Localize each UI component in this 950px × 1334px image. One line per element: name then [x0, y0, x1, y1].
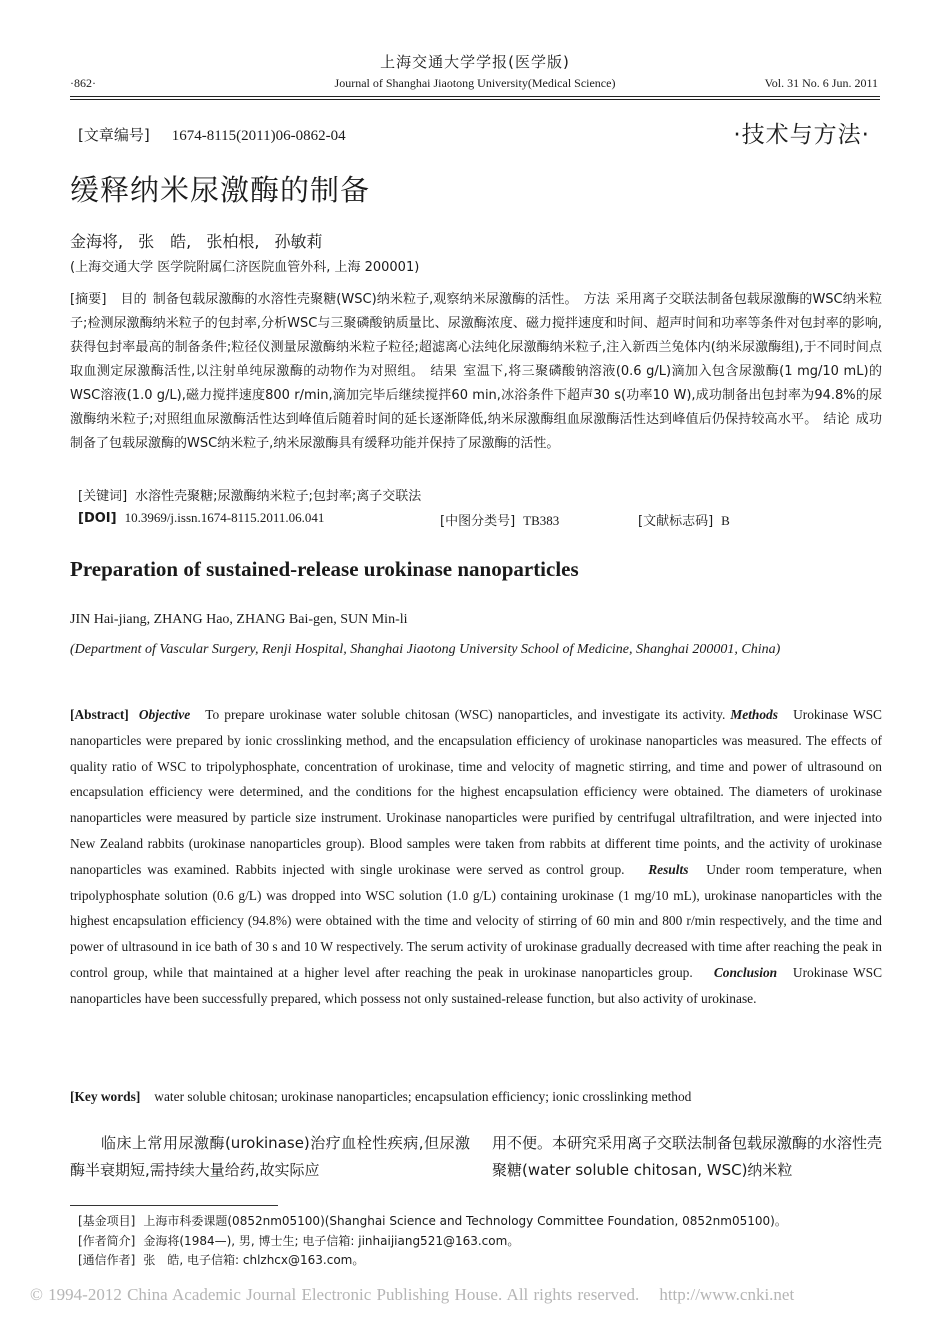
abstract-en-objective: To prepare urokinase water soluble chitosan (WSC) nanoparticles, and investigate its activity.: [205, 707, 726, 722]
footnote-author-text: 金海将(1984—), 男, 博士生; 电子信箱: jinhaijiang521@163.com。: [143, 1234, 520, 1248]
column-label: ·技术与方法·: [733, 122, 870, 148]
keywords-en-value: water soluble chitosan; urokinase nanoparticles; encapsulation efficiency; ionic crosslinking method: [154, 1089, 692, 1104]
abstract-en-label: [Abstract]: [70, 707, 129, 722]
authors-cn: 金海将, 张 皓, 张柏根, 孙敏莉: [70, 232, 323, 251]
keywords-en-label: [Key words]: [70, 1089, 141, 1104]
abstract-cn-methods-label: 方法: [583, 292, 610, 307]
article-title-cn: 缓释纳米尿激酶的制备: [70, 173, 371, 207]
journal-title-cn: 上海交通大学学报(医学版): [380, 53, 570, 71]
journal-title-en: Journal of Shanghai Jiaotong University(Medical Science): [334, 76, 616, 90]
keywords-en: [70, 1089, 691, 1105]
page-number: ·862·: [70, 76, 96, 90]
article-number-label: [文章编号]: [78, 126, 150, 144]
footnote-corresponding-text: 张 皓, 电子信箱: chlzhcx@163.com。: [143, 1253, 365, 1267]
footnote-author-label: [作者简介]: [78, 1234, 136, 1248]
affiliation-en: (Department of Vascular Surgery, Renji Hospital, Shanghai Jiaotong University School of Medicine, Shanghai 200001, China): [70, 642, 781, 657]
header-rule: [70, 96, 880, 97]
document-code: [638, 510, 730, 529]
footnote-funding-label: [基金项目]: [78, 1214, 136, 1228]
copyright-text: © 1994-2012 China Academic Journal Electronic Publishing House. All rights reserved.: [30, 1285, 640, 1304]
article-title-en: Preparation of sustained-release urokinase nanoparticles: [70, 557, 579, 581]
footnote-rule: [70, 1205, 278, 1206]
abstract-en-results-label: Results: [648, 861, 689, 877]
abstract-cn-objective-label: 目的: [120, 292, 147, 307]
document-code-value: B: [721, 513, 730, 528]
footnote-funding-text: 上海市科委课题(0852nm05100)(Shanghai Science and Technology Committee Foundation, 0852nm05100)。: [143, 1214, 787, 1228]
abstract-en-methods-label: Methods: [730, 707, 778, 722]
abstract-cn-conclusion-label: 结论: [823, 412, 850, 427]
article-number-value: 1674-8115(2011)06-0862-04: [171, 128, 346, 144]
article-number: [78, 124, 346, 145]
abstract-cn-methods: 采用离子交联法制备包载尿激酶的WSC纳米粒子;检测尿激酶纳米粒子的包封率,分析WSC与三聚磷酸钠质量比、尿激酶浓度、磁力搅拌速度和时间、超声时间和功率等条件对包封率的影响,获得包封率最高的制备条件;粒径仪测量尿激酶纳米粒子粒径;超滤离心法纯化尿激酶纳米粒子,注入新西兰兔体内(纳米尿激酶组),于不同时间点取血测定尿激酶活性,以注射单纯尿激酶的动物作为对照组。: [70, 292, 882, 379]
document-code-label: [文献标志码]: [638, 514, 714, 529]
copyright-watermark: [30, 1285, 794, 1305]
doi-label: [DOI]: [78, 511, 117, 526]
authors-en: JIN Hai-jiang, ZHANG Hao, ZHANG Bai-gen, SUN Min-li: [70, 612, 408, 627]
abstract-cn-results: 室温下,将三聚磷酸钠溶液(0.6 g/L)滴加入包含尿激酶(1 mg/10 mL)的WSC溶液(1.0 g/L),磁力搅拌速度800 r/min,滴加完毕后继续搅拌60 min,冰浴条件下超声30 s(功率10 W),成功制备出包封率为94.8%的尿激酶纳米粒子;对照组血尿激酶活性达到峰值后随着时间的延长逐渐降低,纳米尿激酶组血尿激酶活性达到峰值后仍保持较高水平。: [70, 364, 882, 427]
keywords-cn: [78, 485, 421, 504]
abstract-cn: [70, 288, 882, 456]
abstract-en-conclusion-label: Conclusion: [713, 964, 778, 980]
abstract-en: [70, 702, 882, 1012]
abstract-en-results: Under room temperature, when tripolyphosphate solution (0.6 g/L) was dropped into WSC solution (1.0 g/L) containing urokinase (1 mg/10 mL), urokinase nanoparticles with the highest encapsulation efficiency (94.8%) were obtained with the time and velocity of stirring of 60 min and 800 r/min respectively, and the time and power of ultrasound in ice bath of 30 s and 10 W respectively. The serum activity of urokinase gradually decreased with time after reaching the peak in control group, while that maintained at a higher level after reaching the peak in urokinase nanoparticles group.: [70, 861, 882, 980]
abstract-cn-objective: 制备包载尿激酶的水溶性壳聚糖(WSC)纳米粒子,观察纳米尿激酶的活性。: [152, 292, 578, 307]
abstract-cn-label: [摘要]: [70, 292, 107, 307]
abstract-en-objective-label: Objective: [138, 707, 191, 722]
footnote-author-info: [78, 1232, 519, 1249]
abstract-cn-conclusion: 成功制备了包载尿激酶的WSC纳米粒子,纳米尿激酶具有缓释功能并保持了尿激酶的活性。: [70, 412, 882, 451]
doi-row: [78, 510, 888, 529]
volume-info: Vol. 31 No. 6 Jun. 2011: [764, 76, 878, 90]
keywords-cn-label: [关键词]: [78, 489, 128, 504]
abstract-en-methods: Urokinase WSC nanoparticles were prepared by ionic crosslinking method, and the encapsulation efficiency of urokinase nanoparticles was measured. The effects of quality ratio of WSC to tripolyphosphate, concentration of urokinase, time and velocity of magnetic stirring, and time and power of ultrasound on encapsulation efficiency were determined, and the conditions for the highest encapsulation efficiency were obtained. The diameters of urokinase nanoparticles were measured by particle size instrument. Urokinase nanoparticles were purified by centrifugal ultrafiltration, and were injected into New Zealand rabbits (urokinase nanoparticles group). Blood samples were taken from rabbits at different time points, and the activity of urokinase nanoparticles was examined. Rabbits injected with single urokinase were served as control group.: [70, 707, 882, 877]
body-text-left: 临床上常用尿激酶(urokinase)治疗血栓性疾病,但尿激酶半衰期短,需持续大量给药,故实际应: [70, 1134, 470, 1179]
abstract-en-conclusion: Urokinase WSC nanoparticles have been successfully prepared, which possess not only sustained-release function, but also activity of urokinase.: [70, 964, 883, 1006]
footnote-corresponding: [78, 1251, 364, 1268]
body-text-right: 用不便。本研究采用离子交联法制备包载尿激酶的水溶性壳聚糖(water soluble chitosan, WSC)纳米粒: [492, 1134, 883, 1179]
footnote-corresponding-label: [通信作者]: [78, 1253, 136, 1267]
header-rule-thin: [70, 99, 880, 100]
affiliation-cn: (上海交通大学 医学院附属仁济医院血管外科, 上海 200001): [70, 260, 420, 275]
classification-value: TB383: [523, 513, 560, 528]
cnki-link[interactable]: http://www.cnki.net: [659, 1285, 795, 1304]
doi-value: 10.3969/j.issn.1674-8115.2011.06.041: [124, 510, 325, 525]
footnote-funding: [78, 1212, 787, 1229]
keywords-cn-value: 水溶性壳聚糖;尿激酶纳米粒子;包封率;离子交联法: [135, 489, 422, 504]
classification-label: [中图分类号]: [440, 514, 516, 529]
abstract-cn-results-label: 结果: [430, 364, 458, 379]
classification: [440, 510, 559, 529]
